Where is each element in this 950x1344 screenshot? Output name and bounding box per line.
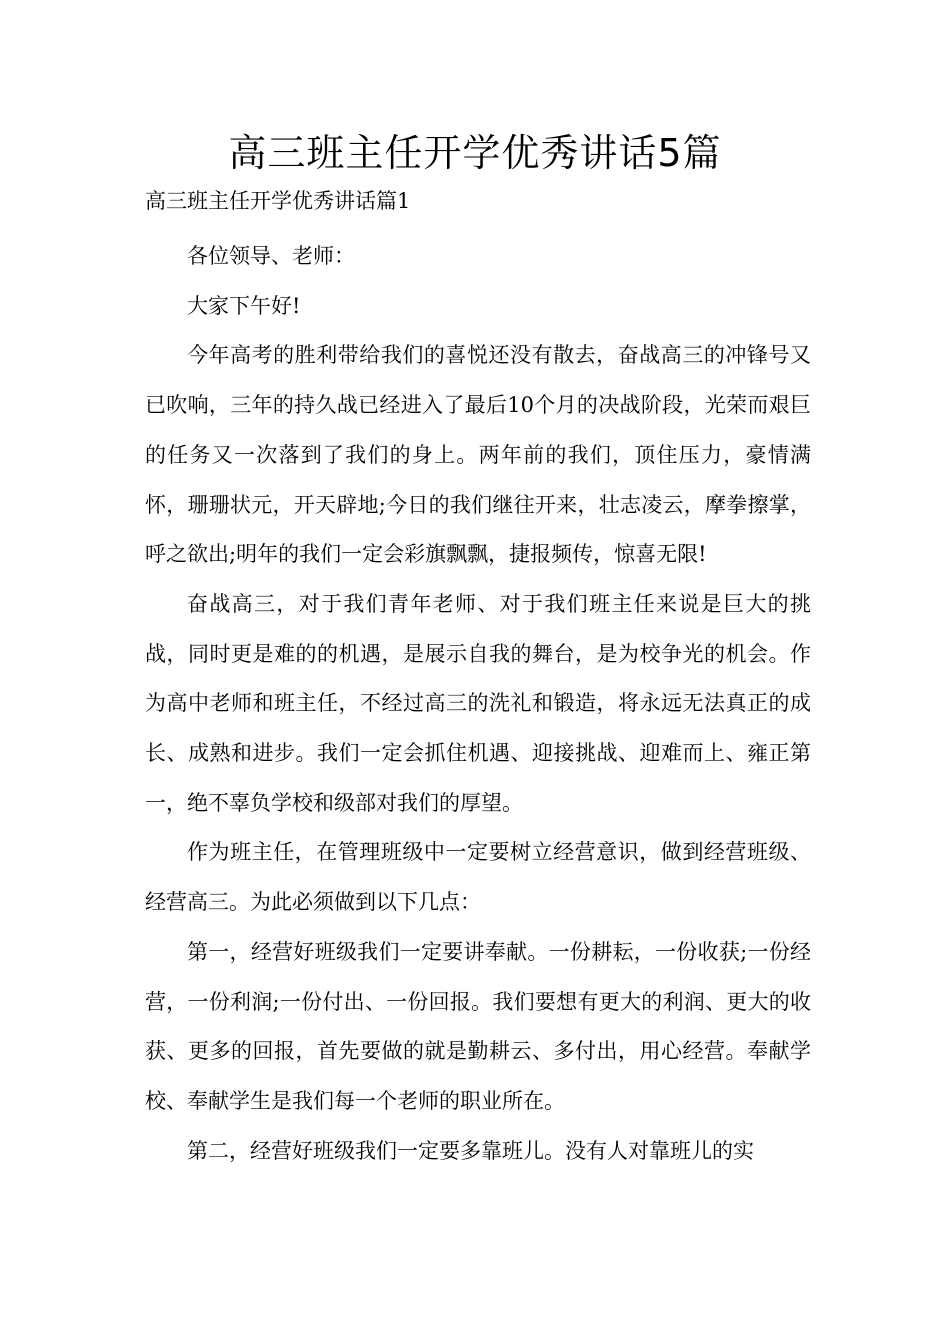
- paragraph: 作为班主任，在管理班级中一定要树立经营意识，做到经营班级、经营高三。为此必须做到以下几点：: [145, 840, 811, 915]
- paragraph: 第二，经营好班级我们一定要多靠班儿。没有人对靠班儿的实: [187, 1138, 754, 1163]
- paragraph: 奋战高三，对于我们青年老师、对于我们班主任来说是巨大的挑战，同时更是难的的机遇，是展示自我的舞台，是为校争光的机会。作为高中老师和班主任，不经过高三的洗礼和锻造，将永远无法真正的成长、成熟和进步。我们一定会抓住机遇、迎接挑战、迎难而上、雍正第一，绝不辜负学校和级部对我们的厚望。: [145, 591, 811, 815]
- document-title: 高三班主任开学优秀讲话5篇: [228, 131, 722, 175]
- paragraph-salutation: 各位领导、老师：: [187, 244, 355, 268]
- document-body: [145, 232, 811, 1176]
- section-heading: 高三班主任开学优秀讲话篇1: [145, 189, 411, 213]
- paragraph-greeting: 大家下午好!: [187, 293, 301, 318]
- paragraph: 第一，经营好班级我们一定要讲奉献。一份耕耘，一份收获;一份经营，一份利润;一份付出、一份回报。我们要想有更大的利润、更大的收获、更多的回报，首先要做的就是勤耕云、多付出，用心经营。奉献学校、奉献学生是我们每一个老师的职业所在。: [145, 939, 811, 1113]
- paragraph: 今年高考的胜利带给我们的喜悦还没有散去，奋战高三的冲锋号又已吹响，三年的持久战已经进入了最后10个月的决战阶段，光荣而艰巨的任务又一次落到了我们的身上。两年前的我们，顶住压力，豪情满怀，珊珊状元，开天辟地;今日的我们继往开来，壮志凌云，摩拳擦掌，呼之欲出;明年的我们一定会彩旗飘飘，捷报频传，惊喜无限!: [145, 343, 811, 567]
